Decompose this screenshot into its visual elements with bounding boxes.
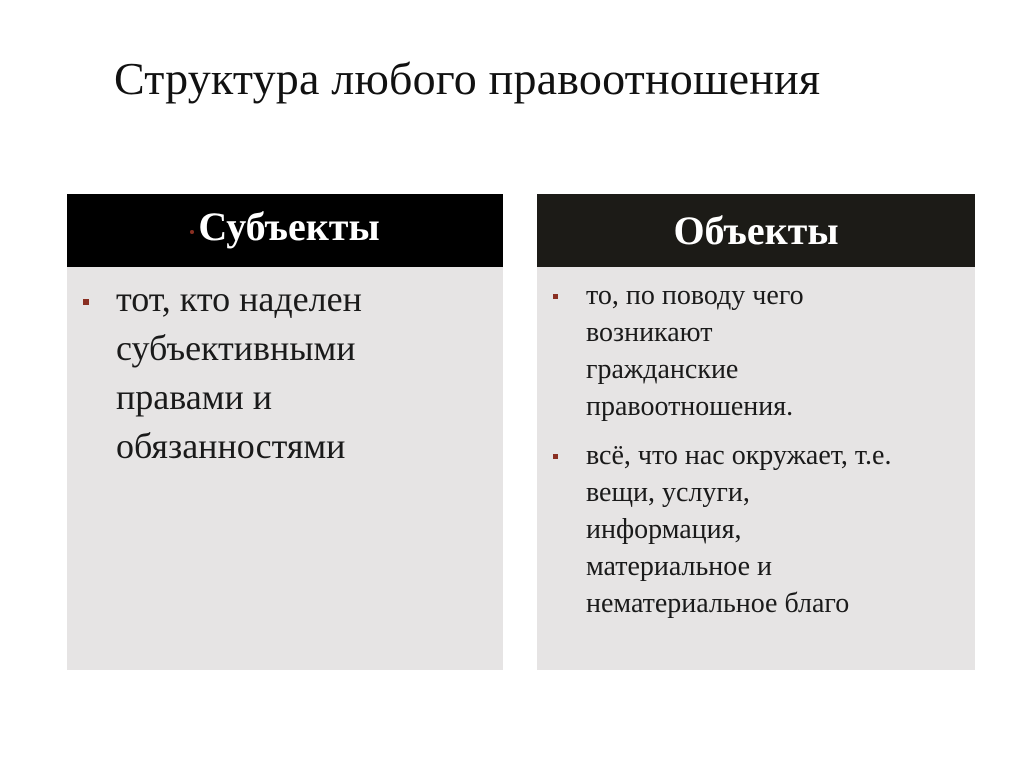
subjects-item-text: тот, кто наделен субъективными правами и обязанностями [116,279,362,466]
objects-panel [537,194,975,670]
list-item [67,275,503,471]
objects-header-label: Объекты [673,207,839,253]
subjects-list [67,275,503,471]
square-bullet-icon [83,299,89,305]
bullet-dot-icon [190,230,194,234]
slide-title: Структура любого правоотношения [114,53,821,104]
subjects-header-label: Субъекты [198,203,380,249]
objects-header [537,194,975,267]
subjects-panel [67,194,503,670]
list-item [537,277,975,425]
subjects-body [67,267,503,670]
objects-body [537,267,975,670]
square-bullet-icon [553,294,558,299]
subjects-header-text [190,203,380,249]
objects-item-text: то, по поводу чего возникают гражданские правоотношения. [586,280,804,422]
objects-list [537,277,975,622]
objects-item-text: всё, что нас окружает, т.е. вещи, услуги, информация, материальное и нематериальное благо [586,440,892,619]
subjects-header [67,194,503,267]
list-item [537,437,975,622]
square-bullet-icon [553,454,558,459]
